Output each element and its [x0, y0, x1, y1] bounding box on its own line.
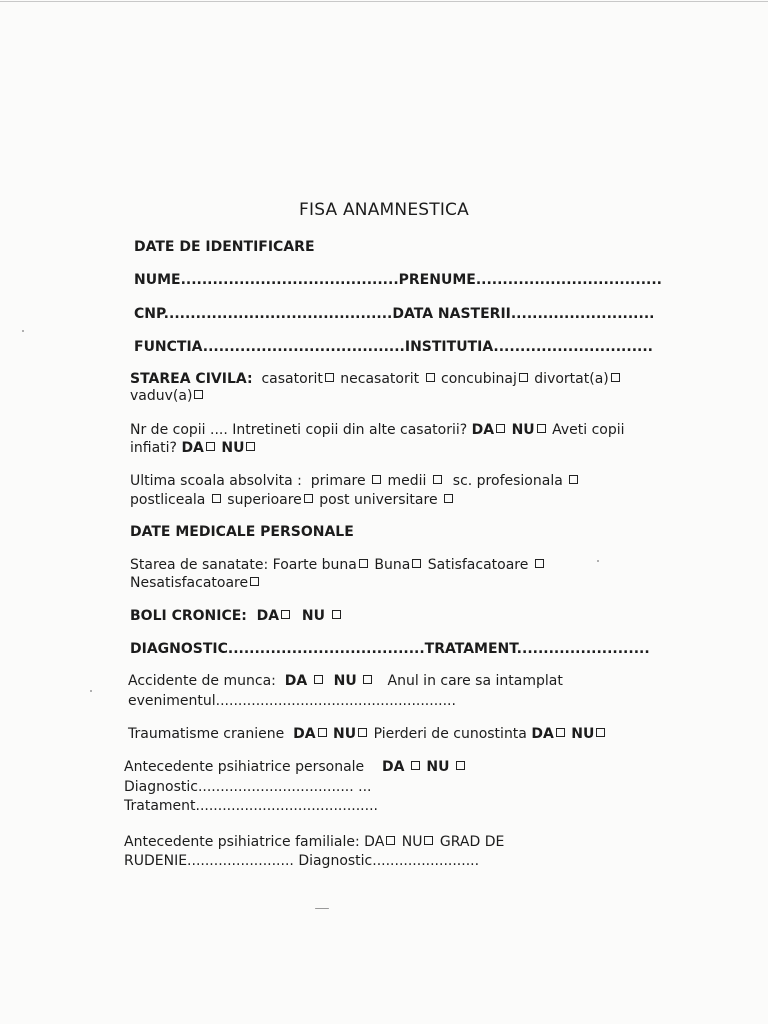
infiati-da-label: DA [181, 440, 204, 456]
sc-profesionala-label: sc. profesionala [452, 473, 563, 489]
evenimentul-field[interactable]: evenimentul...................................................... [128, 693, 456, 709]
personale-da-checkbox[interactable] [411, 761, 420, 770]
pierderi-label: Pierderi de cunostinta [373, 726, 527, 742]
row-copii [130, 421, 625, 439]
medii-checkbox[interactable] [433, 475, 442, 484]
cnp-field[interactable]: CNP........................................... [134, 306, 393, 322]
accidente-da-checkbox[interactable] [314, 675, 323, 684]
row-cnp [134, 305, 654, 323]
foarte-buna-checkbox[interactable] [359, 559, 368, 568]
scan-speck [315, 908, 329, 909]
infiati-nu-checkbox[interactable] [246, 442, 255, 451]
necasatorit-checkbox[interactable] [426, 373, 435, 382]
boli-cronice-label: BOLI CRONICE: [130, 608, 247, 624]
casatorit-label: casatorit [261, 371, 323, 387]
row-accidente [128, 672, 563, 690]
personale-tratament-field[interactable]: Tratament......................................... [124, 798, 378, 814]
row-diagnostic [130, 640, 650, 658]
prenume-field[interactable]: PRENUME................................... [398, 272, 662, 288]
traumatisme-da-label: DA [293, 726, 316, 742]
traumatisme-nu-checkbox[interactable] [358, 728, 367, 737]
concubinaj-checkbox[interactable] [519, 373, 528, 382]
row-boli-cronice [130, 607, 343, 625]
medii-label: medii [387, 473, 427, 489]
boli-da-label: DA [256, 608, 280, 624]
tratament-field[interactable]: TRATAMENT......................... [424, 641, 650, 657]
row-antecedente-personale [124, 758, 467, 776]
antecedente-familiale-label: Antecedente psihiatrice familiale: DA [124, 834, 385, 850]
infiati-text: infiati? [130, 440, 177, 456]
postliceala-label: postliceala [130, 492, 206, 508]
row-starea-civila [130, 370, 622, 388]
scan-speck [22, 330, 24, 332]
row-sanatate [130, 556, 546, 574]
aveti-copii-text: Aveti copii [552, 422, 625, 438]
primare-checkbox[interactable] [372, 475, 381, 484]
functia-field[interactable]: FUNCTIA...................................... [134, 339, 405, 355]
ultima-scoala-text: Ultima scoala absolvita : [130, 473, 302, 489]
superioare-label: superioare [227, 492, 302, 508]
vaduv-label: vaduv(a) [130, 388, 193, 404]
row-scoala [130, 472, 580, 490]
row-nesatisfacatoare [130, 574, 261, 592]
row-vaduv [130, 387, 205, 405]
primare-label: primare [310, 473, 366, 489]
familiale-nu-checkbox[interactable] [424, 836, 433, 845]
postliceala-checkbox[interactable] [212, 494, 221, 503]
traumatisme-nu-label: NU [333, 726, 357, 742]
antecedente-personale-label: Antecedente psihiatrice personale [124, 759, 365, 775]
infiati-nu-label: NU [221, 440, 245, 456]
pierderi-da-checkbox[interactable] [556, 728, 565, 737]
familiale-nu-label: NU [401, 834, 423, 850]
personale-nu-label: NU [426, 759, 450, 775]
starea-civila-label: STAREA CIVILA: [130, 371, 253, 387]
scan-speck [90, 690, 92, 692]
boli-nu-label: NU [301, 608, 325, 624]
row-scoala-2 [130, 491, 455, 509]
data-nasterii-field[interactable]: DATA NASTERII........................... [392, 306, 655, 322]
nesatisfacatoare-label: Nesatisfacatoare [130, 575, 249, 591]
copii-da-checkbox[interactable] [496, 424, 505, 433]
necasatorit-label: necasatorit [340, 371, 420, 387]
superioare-checkbox[interactable] [304, 494, 313, 503]
page-title: FISA ANAMNESTICA [299, 200, 469, 220]
casatorit-checkbox[interactable] [325, 373, 334, 382]
accidente-label: Accidente de munca: [128, 673, 276, 689]
traumatisme-da-checkbox[interactable] [318, 728, 327, 737]
post-universitare-checkbox[interactable] [444, 494, 453, 503]
vaduv-checkbox[interactable] [194, 390, 203, 399]
section-identification: DATE DE IDENTIFICARE [134, 239, 315, 255]
post-universitare-label: post universitare [319, 492, 438, 508]
copii-nu-checkbox[interactable] [537, 424, 546, 433]
scan-speck [597, 560, 599, 562]
boli-da-checkbox[interactable] [281, 610, 290, 619]
divortat-label: divortat(a) [534, 371, 609, 387]
personale-nu-checkbox[interactable] [456, 761, 465, 770]
starea-sanatate-text: Starea de sanatate: Foarte buna [130, 557, 357, 573]
anul-text: Anul in care sa intamplat [387, 673, 563, 689]
divortat-checkbox[interactable] [611, 373, 620, 382]
diagnostic-field[interactable]: DIAGNOSTIC..................................... [130, 641, 425, 657]
row-traumatisme [128, 725, 607, 743]
pierderi-nu-label: NU [571, 726, 595, 742]
pierderi-nu-checkbox[interactable] [596, 728, 605, 737]
row-nume [134, 271, 662, 289]
grad-de-label: GRAD DE [439, 834, 505, 850]
satisfacatoare-checkbox[interactable] [535, 559, 544, 568]
row-antecedente-familiale [124, 833, 504, 851]
row-infiati [130, 439, 257, 457]
rudenie-diagnostic-field[interactable]: Diagnostic........................ [298, 853, 480, 869]
infiati-da-checkbox[interactable] [206, 442, 215, 451]
concubinaj-label: concubinaj [441, 371, 517, 387]
accidente-nu-checkbox[interactable] [363, 675, 372, 684]
copii-da-label: DA [471, 422, 495, 438]
copii-nu-label: NU [511, 422, 535, 438]
personale-da-label: DA [381, 759, 405, 775]
traumatisme-label: Traumatisme craniene [128, 726, 285, 742]
nr-copii-text: Nr de copii .... Intretineti copii din alte casatorii? [130, 422, 468, 438]
sc-profesionala-checkbox[interactable] [569, 475, 578, 484]
rudenie-field[interactable]: RUDENIE........................ [124, 853, 294, 869]
section-medical: DATE MEDICALE PERSONALE [130, 524, 354, 540]
familiale-da-checkbox[interactable] [386, 836, 395, 845]
institutia-field[interactable]: INSTITUTIA.............................. [404, 339, 653, 355]
personale-diagnostic-field[interactable]: Diagnostic................................... ... [124, 779, 372, 795]
accidente-da-label: DA [284, 673, 308, 689]
pierderi-da-label: DA [531, 726, 554, 742]
scan-top-edge [0, 1, 768, 2]
nume-field[interactable]: NUME......................................... [134, 272, 399, 288]
row-rudenie [124, 852, 479, 870]
buna-label: Buna [374, 557, 411, 573]
buna-checkbox[interactable] [412, 559, 421, 568]
accidente-nu-label: NU [333, 673, 357, 689]
nesatisfacatoare-checkbox[interactable] [250, 577, 259, 586]
boli-nu-checkbox[interactable] [332, 610, 341, 619]
row-functia [134, 338, 653, 356]
satisfacatoare-label: Satisfacatoare [427, 557, 529, 573]
